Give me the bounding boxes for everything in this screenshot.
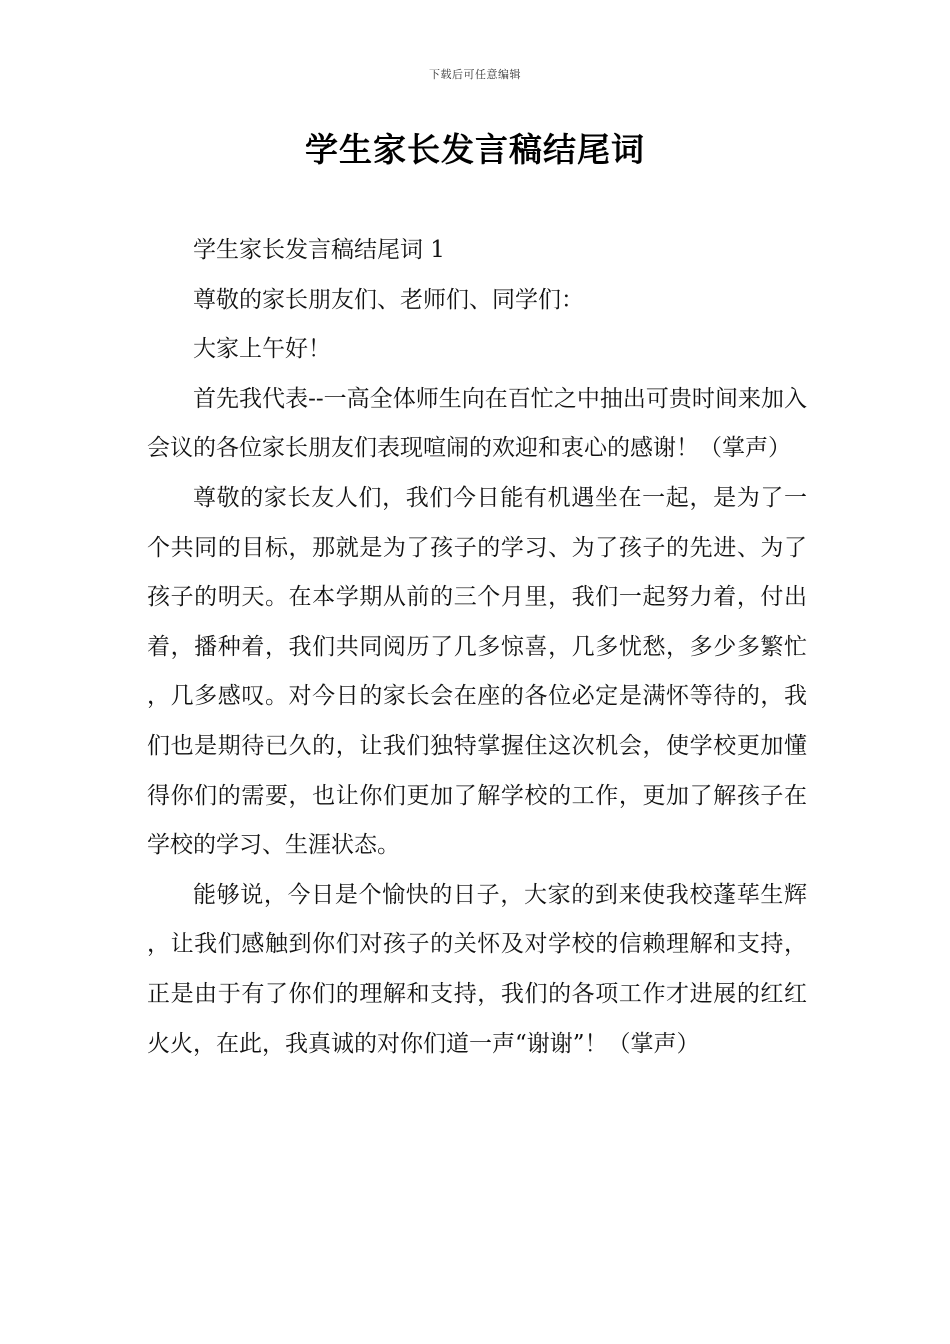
- thanks-paragraph: 能够说，今日是个愉快的日子，大家的到来使我校蓬荜生辉，让我们感触到你们对孩子的关怀及对学校的信赖理解和支持，正是由于有了你们的理解和支持，我们的各项工作才进展的红红火火，在此，我真诚的对你们道一声“谢谢”！（掌声）: [147, 881, 807, 1057]
- welcome-paragraph: 首先我代表--一高全体师生向在百忙之中抽出可贵时间来加入会议的各位家长朋友们表现喧闹的欢迎和衷心的感谢！（掌声）: [147, 385, 807, 462]
- purpose-paragraph: 尊敬的家长友人们，我们今日能有机遇坐在一起，是为了一个共同的目标，那就是为了孩子的学习、为了孩子的先进、为了孩子的明天。在本学期从前的三个月里，我们一起努力着，付出着，播种着，我们共同阅历了几多惊喜，几多忧愁，多少多繁忙，几多感叹。对今日的家长会在座的各位必定是满怀等待的，我们也是期待已久的，让我们独特掌握住这次机会，使学校更加懂得你们的需要，也让你们更加了解学校的工作，更加了解孩子在学校的学习、生涯状态。: [147, 484, 807, 859]
- salutation-paragraph: 尊敬的家长朋友们、老师们、同学们：: [193, 286, 584, 313]
- page-header-note: 下载后可任意编辑: [429, 68, 521, 81]
- section-heading: 学生家长发言稿结尾词 1: [193, 237, 445, 263]
- greeting-paragraph: 大家上午好！: [193, 336, 331, 363]
- document-title: 学生家长发言稿结尾词: [305, 130, 645, 169]
- document-body: [147, 226, 807, 1069]
